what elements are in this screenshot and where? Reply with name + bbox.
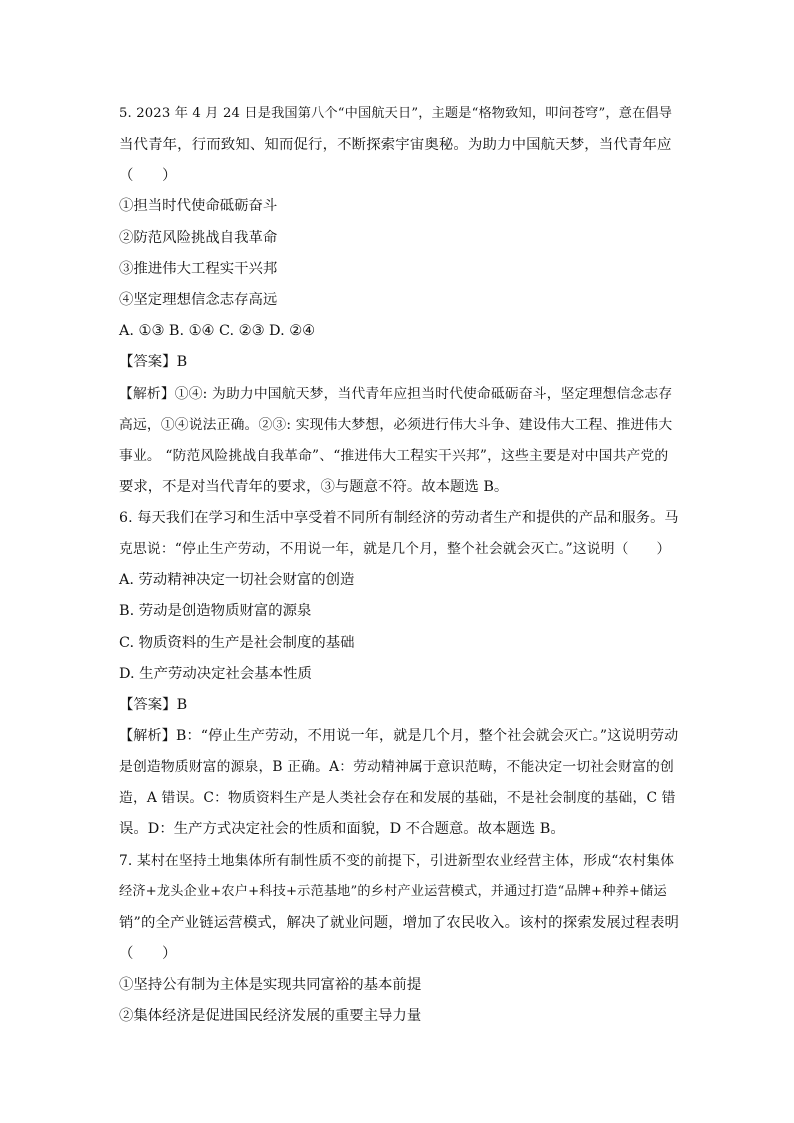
q6-analysis-line-2: 是创造物质财富的源泉，B 正确。A：劳动精神属于意识范畴，不能决定一切社会财富的创	[119, 759, 674, 775]
q6-analysis-line-4: 误。D：生产方式决定社会的性质和面貌，D 不合题意。故本题选 B。	[119, 821, 565, 837]
q5-stem-line-3: （ ）	[119, 168, 177, 184]
q5-choices: A. ①③ B. ①④ C. ②③ D. ②④	[119, 323, 316, 339]
q7-stem-line-3: 销”的全产业链运营模式，解决了就业问题，增加了农民收入。该村的探索发展过程表明	[119, 915, 680, 931]
q7-item-1: ①坚持公有制为主体是实现共同富裕的基本前提	[119, 977, 422, 993]
q5-item-1: ①担当时代使命砥砺奋斗	[119, 198, 278, 214]
q6-option-b: B. 劳动是创造物质财富的源泉	[119, 603, 312, 619]
q7-stem-line-4: （ ）	[119, 946, 177, 962]
q7-item-2: ②集体经济是促进国民经济发展的重要主导力量	[119, 1008, 422, 1024]
q7-stem-line-2: 经济+龙头企业+农户+科技+示范基地”的乡村产业运营模式，并通过打造“品牌+种养+储运	[119, 884, 667, 899]
q5-analysis-line-3: 事业。 “防范风险挑战自我革命”、“推进伟大工程实干兴邦”，这些主要是对中国共产党的	[119, 448, 669, 464]
q6-analysis-line-1: 【解析】B：“停止生产劳动，不用说一年，就是几个月，整个社会就会灭亡。”这说明劳动	[119, 728, 679, 744]
q6-analysis-line-3: 造，A 错误。C：物质资料生产是人类社会存在和发展的基础，不是社会制度的基础，C 错	[119, 790, 676, 806]
q6-option-c: C. 物质资料的生产是社会制度的基础	[119, 635, 355, 651]
q5-analysis-line-4: 要求，不是对当代青年的要求，③与题意不符。故本题选 B。	[119, 479, 509, 495]
q5-analysis-line-2: 高远，①④说法正确。②③: 实现伟大梦想，必须进行伟大斗争、建设伟大工程、推进伟大	[119, 417, 673, 433]
q6-option-d: D. 生产劳动决定社会基本性质	[119, 666, 312, 682]
q5-item-4: ④坚定理想信念志存高远	[119, 292, 278, 308]
q5-item-2: ②防范风险挑战自我革命	[119, 230, 278, 246]
q5-item-3: ③推进伟大工程实干兴邦	[119, 261, 278, 277]
q6-stem-line-2: 克思说：“停止生产劳动，不用说一年，就是几个月，整个社会就会灭亡。”这说明（ ）	[119, 541, 671, 557]
q7-stem-line-1: 7. 某村在坚持土地集体所有制性质不变的前提下，引进新型农业经营主体，形成“农村集体	[119, 853, 675, 869]
q6-stem-line-1: 6. 每天我们在学习和生活中享受着不同所有制经济的劳动者生产和提供的产品和服务。马	[119, 510, 679, 526]
q6-answer: 【答案】B	[119, 697, 188, 713]
q5-stem-line-1: 5. 2023 年 4 月 24 日是我国第八个“中国航天日”，主题是“格物致知，叩问苍穹”，意在倡导	[119, 106, 673, 121]
q5-answer: 【答案】B	[119, 354, 188, 370]
q6-option-a: A. 劳动精神决定一切社会财富的创造	[119, 572, 355, 588]
q5-analysis-line-1: 【解析】①④: 为助力中国航天梦，当代青年应担当时代使命砥砺奋斗，坚定理想信念志存	[119, 386, 673, 402]
q5-stem-line-2: 当代青年，行而致知、知而促行，不断探索宇宙奥秘。为助力中国航天梦，当代青年应	[119, 137, 672, 153]
